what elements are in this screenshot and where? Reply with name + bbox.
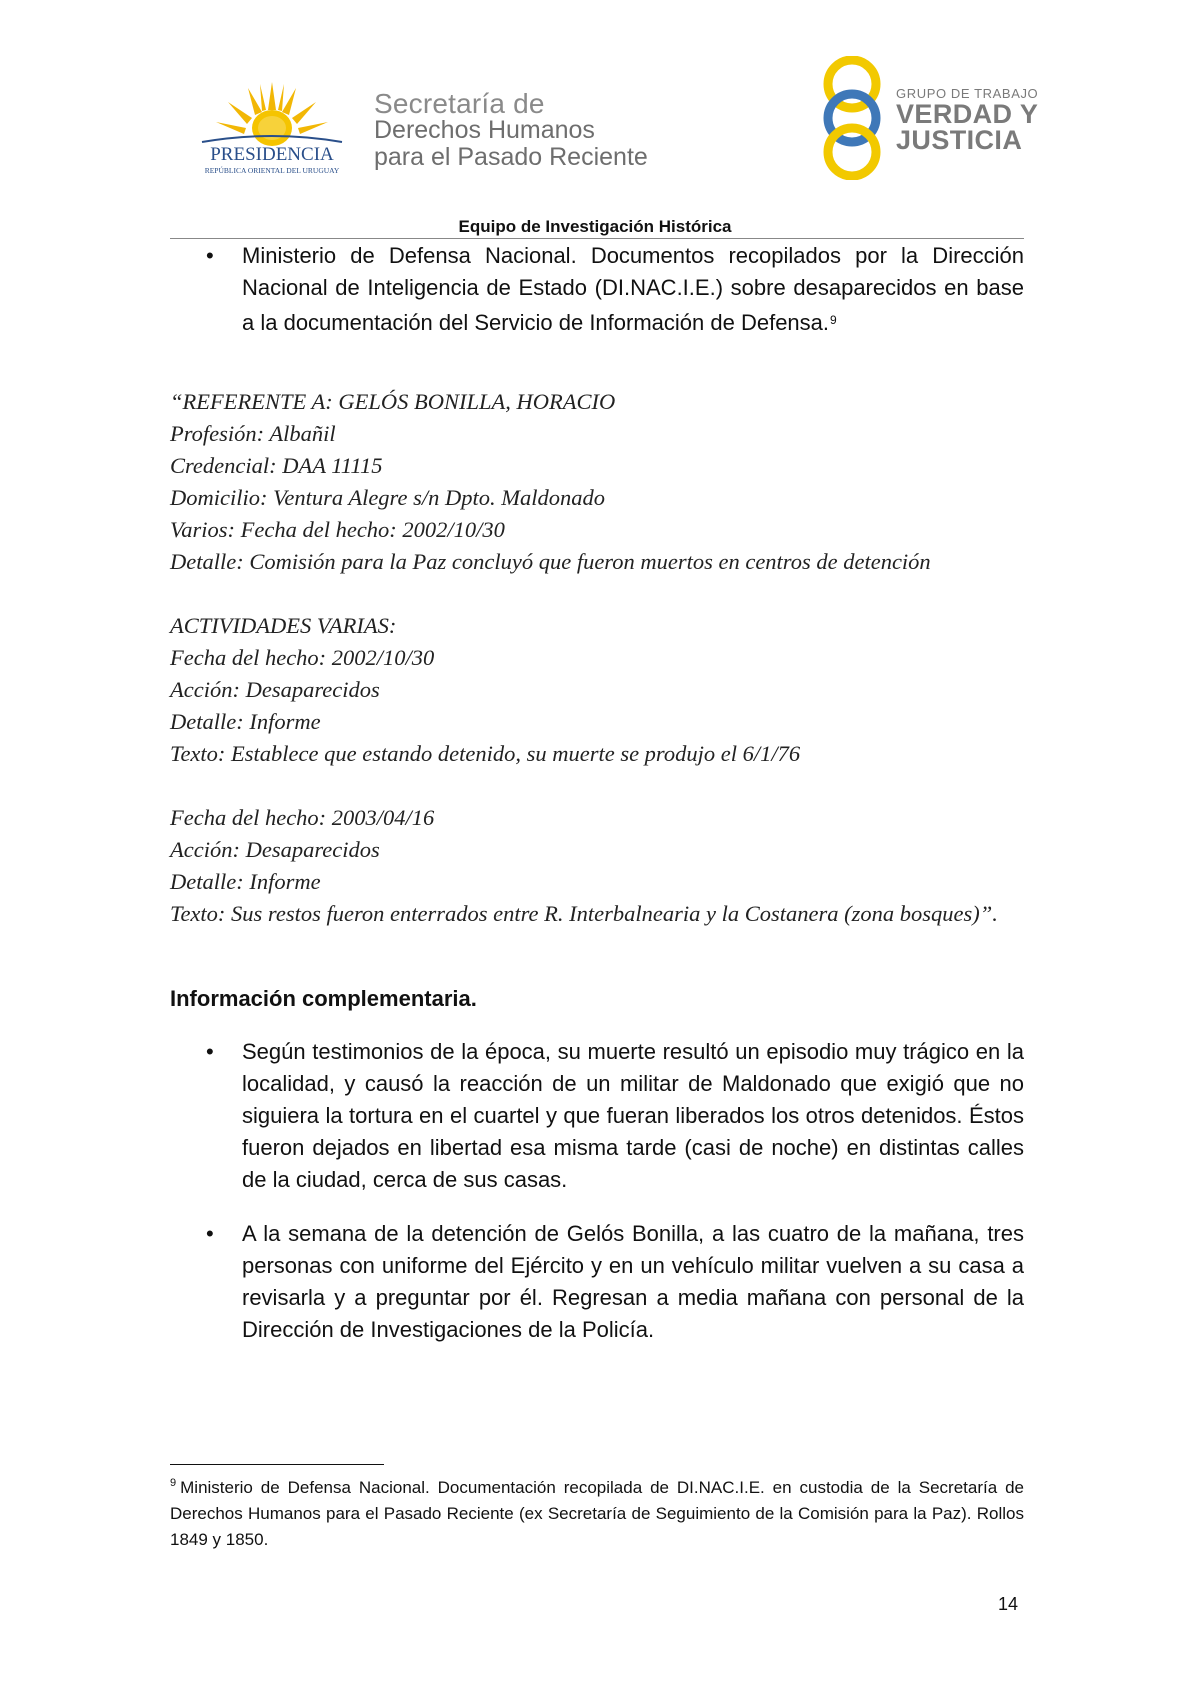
bullet-text: A la semana de la detención de Gelós Bonilla, a las cuatro de la mañana, tres personas con uniforme del Ejército y en un vehículo militar vuelven a su casa a revisarla y a preguntar por él. Regresan a media mañana con personal de la Dirección de Investigaciones de la Policía. — [242, 1221, 1024, 1342]
footnote — [170, 1470, 1024, 1553]
section-heading: Información complementaria. — [170, 986, 477, 1011]
quote-line: Acción: Desaparecidos — [170, 837, 380, 862]
complementary-bullet — [170, 1218, 1024, 1346]
quote-line: Detalle: Informe — [170, 709, 321, 734]
source-bullet — [170, 240, 1024, 339]
grupo-line2: VERDAD Y — [896, 99, 1039, 129]
secretaria-logo-text — [374, 90, 648, 171]
presidencia-logo — [192, 80, 352, 176]
grupo-line3: JUSTICIA — [896, 125, 1023, 155]
secretaria-line3: para el Pasado Reciente — [374, 143, 648, 171]
quote-line: Fecha del hecho: 2003/04/16 — [170, 805, 435, 830]
quote-line: Texto: Establece que estando detenido, su muerte se produjo el 6/1/76 — [170, 741, 801, 766]
footnote-text: Ministerio de Defensa Nacional. Documentación recopilada de DI.NAC.I.E. en custodia de la Secretaría de Derechos Humanos para el Pasado Reciente (ex Secretaría de Seguimiento de la Comisión para la Paz). Rollos 1849 y 1850. — [170, 1478, 1024, 1549]
footnote-number: 9 — [170, 1477, 177, 1489]
header-title: Equipo de Investigación Histórica — [458, 217, 732, 236]
secretaria-line1: Secretaría de — [374, 88, 545, 119]
page-number: 14 — [998, 1594, 1019, 1614]
quote-line: Domicilio: Ventura Alegre s/n Dpto. Maldonado — [170, 485, 605, 510]
quote-line: ACTIVIDADES VARIAS: — [170, 613, 397, 638]
quote-line: Fecha del hecho: 2002/10/30 — [170, 645, 435, 670]
bullet-icon: • — [206, 243, 214, 268]
header-divider — [170, 238, 1024, 239]
quote-line: Credencial: DAA 11115 — [170, 453, 383, 478]
quote-line: Texto: Sus restos fueron enterrados entre R. Interbalnearia y la Costanera (zona bosques)”. — [170, 901, 998, 926]
presidencia-logo-sublabel: REPÚBLICA ORIENTAL DEL URUGUAY — [204, 166, 340, 175]
bullet-icon: • — [206, 1221, 214, 1246]
quoted-record — [170, 386, 1024, 930]
bullet-text: Ministerio de Defensa Nacional. Documentos recopilados por la Dirección Nacional de Inteligencia de Estado (DI.NAC.I.E.) sobre desaparecidos en base a la documentación del Servicio de Información de Defensa.$^9$ — [242, 243, 1024, 335]
quote-line: Acción: Desaparecidos — [170, 677, 380, 702]
quote-line: “REFERENTE A: GELÓS BONILLA, HORACIO — [170, 389, 616, 414]
bullet-icon: • — [206, 1039, 214, 1064]
quote-line: Profesión: Albañil — [170, 421, 336, 446]
secretaria-line2: Derechos Humanos — [374, 116, 595, 144]
presidencia-logo-label: PRESIDENCIA — [210, 144, 334, 165]
footnote-divider — [170, 1464, 384, 1465]
verdad-justicia-logo-text — [896, 86, 1038, 153]
quote-line: Detalle: Comisión para la Paz concluyó que fueron muertos en centros de detención — [170, 549, 931, 574]
quote-line: Varios: Fecha del hecho: 2002/10/30 — [170, 517, 505, 542]
footnote-ref: 9 — [830, 313, 837, 327]
grupo-line1: GRUPO DE TRABAJO — [896, 86, 1039, 101]
quote-line: Detalle: Informe — [170, 869, 321, 894]
bullet-text: Según testimonios de la época, su muerte resultó un episodio muy trágico en la localidad, y causó la reacción de un militar de Maldonado que exigió que no siguiera la tortura en el cuartel y que fueran liberados los otros detenidos. Éstos fueron dejados en libertad esa misma tarde (casi de noche) en distintas calles de la ciudad, cerca de sus casas. — [242, 1039, 1024, 1192]
complementary-bullet — [170, 1036, 1024, 1196]
